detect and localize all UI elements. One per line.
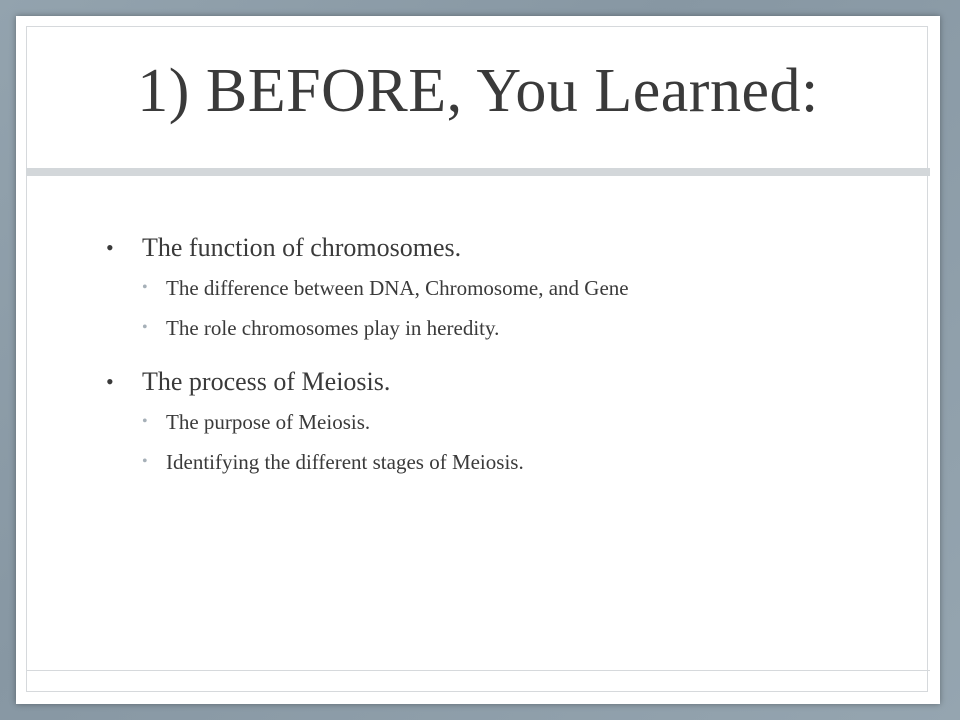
- sub-bullet-icon: •: [142, 319, 148, 336]
- bullet-item: [100, 362, 900, 402]
- sub-bullet-text: The purpose of Meiosis.: [166, 410, 371, 434]
- sub-bullet-icon: •: [142, 279, 148, 296]
- sub-bullet-item: [100, 442, 900, 482]
- sub-bullet-icon: •: [142, 413, 148, 430]
- bullet-icon: •: [106, 235, 114, 260]
- slide-title: 1) BEFORE, You Learned:: [137, 57, 819, 125]
- slide: [16, 16, 940, 704]
- bullet-text: The process of Meiosis.: [142, 367, 391, 396]
- bullet-icon: •: [106, 369, 114, 394]
- title-divider: [26, 168, 930, 176]
- bullet-text: The function of chromosomes.: [142, 233, 462, 262]
- footer-divider: [26, 670, 930, 671]
- bullet-item: [100, 228, 900, 268]
- bullet-list: [100, 228, 900, 496]
- sub-bullet-icon: •: [142, 453, 148, 470]
- sub-bullet-item: [100, 268, 900, 308]
- sub-bullet-text: Identifying the different stages of Meiosis.: [166, 450, 524, 474]
- sub-bullet-item: [100, 402, 900, 442]
- sub-bullet-item: [100, 308, 900, 348]
- sub-bullet-text: The role chromosomes play in heredity.: [166, 316, 500, 340]
- sub-bullet-text: The difference between DNA, Chromosome, and Gene: [166, 276, 629, 300]
- bullet-group: [100, 228, 900, 348]
- bullet-group: [100, 362, 900, 482]
